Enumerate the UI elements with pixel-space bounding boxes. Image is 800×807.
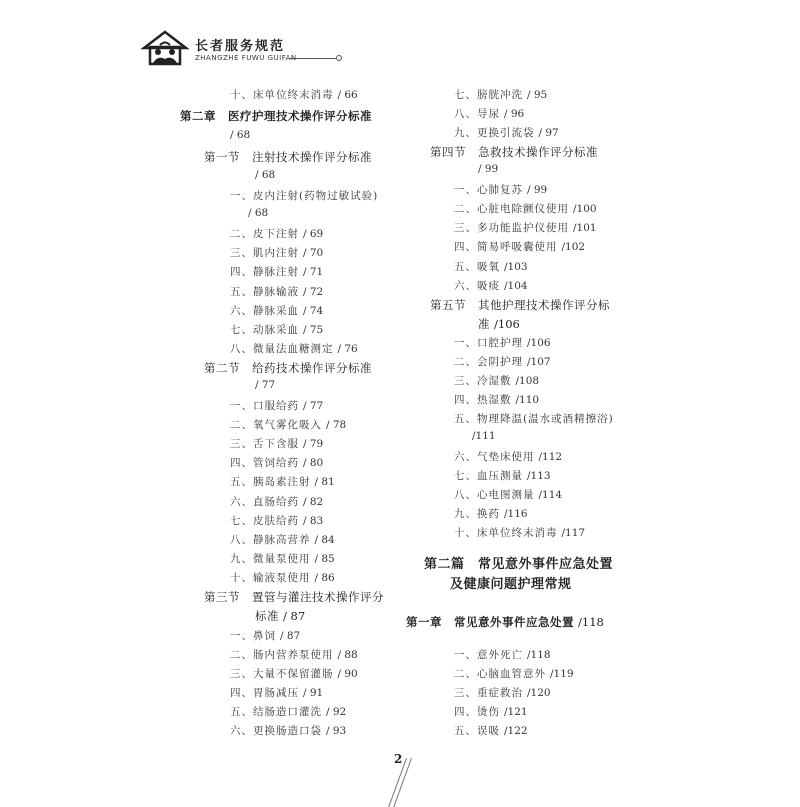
toc-page: / 88 [337, 649, 358, 661]
toc-entry [454, 525, 585, 540]
toc-entry [230, 570, 335, 585]
toc-entry [230, 245, 323, 260]
toc-entry [230, 303, 323, 318]
toc-label: 二、氧气雾化吸入 [230, 419, 322, 431]
toc-page: /111 [472, 430, 496, 442]
toc-page: /113 [527, 470, 551, 482]
toc-entry [230, 551, 335, 566]
toc-entry [230, 226, 323, 241]
toc-entry [454, 487, 562, 502]
toc-label: 八、导尿 [454, 108, 500, 120]
toc-entry [454, 704, 528, 719]
toc-page: / 83 [303, 515, 324, 527]
page-number: 2 [394, 752, 403, 766]
toc-label: 五、胰岛素注射 [230, 476, 311, 488]
toc-page: / 71 [303, 266, 324, 278]
toc-label: 第三节 置管与灌注技术操作评分 [204, 590, 384, 604]
toc-label: 七、血压测量 [454, 470, 523, 482]
toc-entry [230, 723, 346, 738]
toc-page: /100 [573, 203, 597, 215]
toc-label: 七、膀胱冲洗 [454, 89, 523, 101]
toc-chapter [406, 614, 604, 630]
toc-entry [230, 532, 335, 547]
toc-label: 一、口服给药 [230, 400, 299, 412]
toc-label: 四、简易呼吸囊使用 [454, 241, 558, 253]
toc-label: 六、吸痰 [454, 280, 500, 292]
toc-entry [230, 474, 335, 489]
toc-page: / 95 [527, 89, 548, 101]
toc-label: 第二章 医疗护理技术操作评分标准 [180, 109, 372, 123]
toc-label: 九、换药 [454, 508, 500, 520]
toc-page: /118 [578, 615, 604, 629]
toc-entry [230, 666, 358, 681]
toc-label: 二、皮下注射 [230, 228, 299, 240]
toc-page: / 78 [326, 419, 347, 431]
toc-page: /103 [504, 261, 528, 273]
toc-label: 一、意外死亡 [454, 649, 523, 661]
toc-page: / 68 [230, 129, 251, 141]
toc-label: 十、床单位终末消毒 [230, 89, 334, 101]
toc-entry [230, 264, 323, 279]
toc-label: 九、更换引流袋 [454, 127, 535, 139]
toc-page: /119 [550, 668, 574, 680]
header-divider [290, 58, 338, 59]
toc-page: / 75 [303, 324, 324, 336]
toc-label: 三、大量不保留灌肠 [230, 668, 334, 680]
toc-entry [454, 239, 585, 254]
toc-label: 四、热湿敷 [454, 394, 512, 406]
toc-label: 二、肠内营养泵使用 [230, 649, 334, 661]
toc-section-cont [255, 608, 305, 624]
toc-page: / 79 [303, 438, 324, 450]
toc-entry [454, 373, 539, 388]
toc-label: 第一节 注射技术操作评分标准 [204, 150, 372, 164]
toc-page: / 66 [337, 89, 358, 101]
toc-label: 六、直肠给药 [230, 496, 299, 508]
toc-page: / 87 [280, 630, 301, 642]
toc-page: /102 [561, 241, 586, 253]
toc-label: 二、心脑血管意外 [454, 668, 546, 680]
toc-entry [454, 392, 539, 407]
toc-entry [454, 201, 597, 216]
toc-label: 四、胃肠减压 [230, 687, 299, 699]
toc-page: / 86 [314, 572, 335, 584]
toc-label: 八、静脉高营养 [230, 534, 311, 546]
toc-label: 九、微量泵使用 [230, 553, 311, 565]
toc-label: 二、心脏电除颤仪使用 [454, 203, 569, 215]
toc-label: 六、气垫床使用 [454, 451, 535, 463]
toc-entry [454, 106, 524, 121]
toc-page: / 68 [248, 207, 269, 219]
toc-label: 第五节 其他护理技术操作评分标 [430, 298, 610, 312]
toc-entry [454, 666, 574, 681]
toc-label: 八、微量法血糖测定 [230, 343, 334, 355]
toc-label: 第一章 常见意外事件应急处置 [406, 615, 574, 629]
toc-label: 三、多功能监护仪使用 [454, 222, 569, 234]
toc-label: 六、更换肠造口袋 [230, 725, 322, 737]
toc-page: / 68 [255, 169, 276, 181]
toc-label: 三、肌内注射 [230, 247, 299, 259]
toc-page: / 77 [255, 379, 276, 391]
toc-page: / 93 [326, 725, 347, 737]
toc-entry [230, 494, 323, 509]
toc-entry [454, 449, 562, 464]
toc-page: / 99 [478, 163, 499, 175]
toc-page: /122 [504, 725, 528, 737]
toc-page: / 90 [337, 668, 358, 680]
toc-page: / 92 [326, 706, 347, 718]
toc-entry [230, 455, 323, 470]
toc-page: /104 [504, 280, 528, 292]
toc-label: 标准 [255, 609, 279, 623]
toc-page: /114 [538, 489, 563, 501]
toc-entry [230, 284, 323, 299]
toc-page: /106 [494, 317, 520, 331]
toc-label: 一、鼻饲 [230, 630, 276, 642]
toc-entry [454, 259, 528, 274]
toc-label: 第四节 急救技术操作评分标准 [430, 145, 598, 159]
toc-part-title-cont: 及健康问题护理常规 [450, 577, 572, 592]
toc-entry [454, 278, 528, 293]
toc-page: /110 [515, 394, 540, 406]
toc-page: /106 [527, 337, 551, 349]
toc-entry [454, 335, 551, 350]
toc-entry [230, 436, 323, 451]
toc-entry [454, 685, 551, 700]
header-subtitle: ZHANGZHE FUWU GUIFAN [195, 54, 297, 62]
toc-entry [454, 411, 614, 426]
toc-page: / 85 [314, 553, 335, 565]
toc-label: 一、心肺复苏 [454, 184, 523, 196]
toc-label: 十、床单位终末消毒 [454, 527, 558, 539]
toc-entry [454, 723, 528, 738]
toc-entry [230, 704, 346, 719]
toc-label: 准 [478, 317, 490, 331]
toc-page: / 99 [527, 184, 548, 196]
header-dot-icon [336, 55, 342, 61]
running-header [140, 28, 360, 68]
toc-entry [454, 87, 547, 102]
toc-entry [230, 685, 323, 700]
toc-label: 四、静脉注射 [230, 266, 299, 278]
toc-label: 四、管饲给药 [230, 457, 299, 469]
toc-page: / 74 [303, 305, 324, 317]
toc-page: / 76 [337, 343, 358, 355]
toc-label: 十、输液泵使用 [230, 572, 311, 584]
toc-page: /107 [527, 356, 551, 368]
toc-label: 三、重症救治 [454, 687, 523, 699]
toc-label: 五、物理降温(温水或酒精擦浴) [454, 413, 614, 425]
toc-label: 七、动脉采血 [230, 324, 299, 336]
toc-entry [230, 628, 300, 643]
toc-entry [230, 188, 378, 203]
toc-page: /121 [504, 706, 528, 718]
toc-section [204, 149, 372, 165]
toc-page: / 81 [314, 476, 335, 488]
toc-part-title: 第二篇 常见意外事件应急处置 [424, 557, 614, 572]
toc-page: / 97 [538, 127, 559, 139]
toc-label: 四、烫伤 [454, 706, 500, 718]
toc-entry [454, 647, 551, 662]
toc-section [204, 360, 372, 376]
toc-page: / 80 [303, 457, 324, 469]
toc-label: 五、误吸 [454, 725, 500, 737]
toc-label: 三、冷湿敷 [454, 375, 512, 387]
toc-page: /108 [515, 375, 540, 387]
toc-page: / 96 [504, 108, 525, 120]
toc-section [430, 144, 598, 160]
toc-section [430, 297, 610, 313]
toc-label: 第二节 给药技术操作评分标准 [204, 361, 372, 375]
toc-page: / 84 [314, 534, 335, 546]
toc-page: / 91 [303, 687, 324, 699]
toc-page: / 69 [303, 228, 324, 240]
toc-entry [454, 182, 547, 197]
toc-page: / 77 [303, 400, 324, 412]
toc-entry [454, 506, 528, 521]
toc-page: / 87 [283, 609, 306, 623]
house-logo-icon [140, 30, 190, 66]
toc-label: 二、会阴护理 [454, 356, 523, 368]
toc-chapter [180, 108, 372, 124]
toc-label: 三、舌下含服 [230, 438, 299, 450]
toc-label: 一、皮内注射(药物过敏试验) [230, 190, 379, 202]
toc-label: 八、心电图测量 [454, 489, 535, 501]
toc-entry [230, 417, 346, 432]
toc-entry [230, 398, 323, 413]
toc-page: / 82 [303, 496, 324, 508]
toc-entry [230, 341, 358, 356]
toc-page: /120 [527, 687, 551, 699]
toc-entry [454, 354, 551, 369]
toc-entry [230, 513, 323, 528]
toc-page: / 72 [303, 286, 324, 298]
toc-entry [230, 87, 358, 102]
toc-label: 五、吸氧 [454, 261, 500, 273]
toc-entry [454, 125, 559, 140]
toc-page: /112 [538, 451, 563, 463]
toc-label: 五、结肠造口灌洗 [230, 706, 322, 718]
toc-label: 七、皮肤给药 [230, 515, 299, 527]
toc-entry [230, 647, 358, 662]
toc-label: 一、口腔护理 [454, 337, 523, 349]
toc-page: /101 [573, 222, 597, 234]
toc-label: 五、静脉输液 [230, 286, 299, 298]
header-title: 长者服务规范 [195, 39, 286, 54]
toc-page: /117 [561, 527, 586, 539]
toc-label: 六、静脉采血 [230, 305, 299, 317]
toc-entry [454, 468, 551, 483]
toc-page: /116 [504, 508, 528, 520]
toc-section [204, 589, 384, 605]
toc-page: / 70 [303, 247, 324, 259]
toc-page: /118 [527, 649, 551, 661]
toc-entry [454, 220, 597, 235]
toc-entry [230, 322, 323, 337]
toc-section-cont [478, 316, 520, 332]
